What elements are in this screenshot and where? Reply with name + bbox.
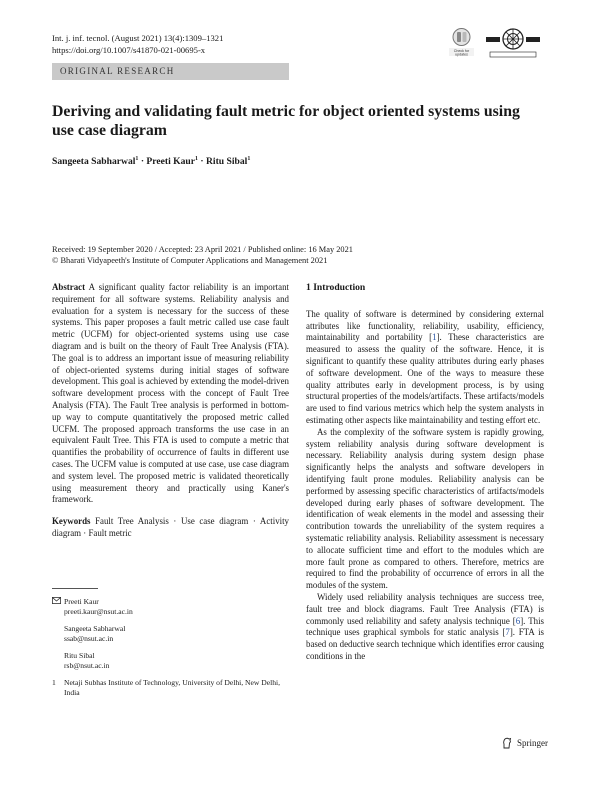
keywords-label: Keywords — [52, 516, 91, 527]
author-affiliation-mark: 1 — [195, 156, 198, 162]
author-affiliation-mark: 1 — [135, 156, 139, 162]
citation-link[interactable]: 7 — [505, 627, 510, 638]
author-name[interactable]: Ritu Sibal — [206, 156, 248, 168]
publisher-seal-logo — [484, 27, 542, 59]
affiliation-text: Netaji Subhas Institute of Technology, University of Delhi, New Delhi, India — [64, 678, 281, 697]
author-list: Sangeeta Sabharwal$^1$ · Preeti Kaur$^1$ · Ritu Sibal$^1$ — [52, 156, 251, 168]
publisher-footer — [501, 737, 548, 749]
affiliation-mark: 1 — [52, 678, 56, 687]
copyright-line: © Bharati Vidyapeeth's Institute of Computer Applications and Management 2021 — [52, 256, 328, 265]
check-updates-icon — [448, 27, 475, 57]
keywords-text: Fault Tree Analysis · Use case diagram · Activity diagram · Fault metric — [52, 516, 289, 538]
springer-horse-icon — [501, 737, 513, 749]
article-history — [52, 244, 353, 266]
svg-text:Check for: Check for — [453, 49, 470, 53]
abstract — [52, 282, 289, 506]
intro-paragraph: Widely used reliability analysis techniques are success tree, fault tree and block diagrams. Fault Tree Analysis (FTA) is commonly used reliability and safety analysis technique [6]. This technique uses graphical symbols for static analysis [7]. FTA is based on deductive search technique which identifies error causing conditions in the — [306, 591, 544, 661]
abstract-label: Abstract — [52, 282, 86, 292]
seal-icon — [484, 27, 542, 59]
article-title: Deriving and validating fault metric for object oriented systems using use case diagram — [52, 103, 520, 139]
contact-email[interactable]: rsb@nsut.ac.in — [64, 661, 110, 670]
author-name[interactable]: Sangeeta Sabharwal — [52, 156, 136, 168]
section-heading: 1 Introduction — [306, 282, 366, 293]
publication-dates: Received: 19 September 2020 / Accepted: 23 April 2021 / Published online: 16 May 2021 — [52, 245, 353, 254]
author-name[interactable]: Preeti Kaur — [146, 156, 195, 168]
article-type-ribbon — [52, 63, 289, 80]
contact-email[interactable]: ssab@nsut.ac.in — [64, 634, 114, 643]
journal-citation: Int. j. inf. tecnol. (August 2021) 13(4):1309–1321 — [52, 33, 224, 43]
citation-link[interactable]: 6 — [515, 615, 521, 626]
publisher-name: Springer — [517, 738, 548, 748]
abstract-text: A significant quality factor reliability is an important requirement for all software systems. Reliability analysis and evaluation for a system is necessary for the success of these systems. This paper proposes a fault metric called use case fault metric (UCFM) for object-oriented systems using use case diagram and is built on the theory of Fault Tree Analysis (FTA). The goal is to address an important issue of measuring reliability of object-oriented systems during initial stages of software development. This goal is achieved by extending the model-driven software development process with the concept of Fault Tree Analysis (FTA). The Fault Tree analysis is performed in bottom-up way to compute quantitatively the proposed metric called UCFM. The proposed approach transforms the use case in an equivalent Fault Tree. This FTA is used to compute a metric that quantifies the probability of occurrence of faults in different use cases. The UCFM value is computed at use case, use case diagram and system level. The proposed metric is validated theoretically using measurement theory and practically using Kaner's framework. — [52, 282, 289, 505]
keywords — [52, 516, 289, 540]
intro-paragraph: As the complexity of the software system is rapidly growing, system reliability analysis during software development is necessary. Reliability analysis during system design phase significantly helps the analysts and software developers in identifying fault prone modules. Reliability analysis can be performed by assessing specific characteristics of artifacts/models developed during early phases of software development. The identification of weak elements in the model and assessing their contribution towards the unreliability of the system requires a systematic reliability analysis. Reliability assessment is necessary to allocate sufficient time and effort to the modules which are more fault prone as compared to others. Therefore, metrics are required to find the probability of occurrence of errors in all the modules of the system. — [306, 426, 544, 591]
author-contacts — [52, 597, 289, 698]
doi-link[interactable]: https://doi.org/10.1007/s41870-021-00695-x — [52, 44, 206, 55]
envelope-icon — [52, 597, 64, 617]
contact-email[interactable]: preeti.kaur@nsut.ac.in — [64, 607, 133, 616]
journal-header — [52, 33, 223, 56]
contact-name: Preeti Kaur — [64, 597, 99, 606]
abstract-column — [52, 282, 289, 540]
contact-name: Ritu Sibal — [64, 651, 95, 660]
contact-name: Sangeeta Sabharwal — [64, 624, 126, 633]
article-type-label: ORIGINAL RESEARCH — [60, 66, 175, 76]
footnote-divider — [52, 588, 98, 589]
introduction-column — [306, 282, 544, 663]
author-affiliation-mark: 1 — [247, 156, 251, 162]
svg-text:updates: updates — [455, 52, 468, 57]
check-for-updates-badge[interactable] — [448, 27, 475, 57]
citation-link[interactable]: 1 — [432, 332, 437, 343]
intro-paragraph: The quality of software is determined by considering external attributes like functionality, reliability, usability, efficiency, maintainability and portability [1]. These characteristics are measured to assess the quality of the software. Hence, it is significant to quantify these quality attributes during early phases of software development. One of the ways to measure these quality attributes early in development process, is by using structural properties of the models/artifacts. These artifacts/models are used to find various metrics which help the system analysts in estimating other aspects like maintainability and testing effort etc. — [306, 308, 544, 425]
